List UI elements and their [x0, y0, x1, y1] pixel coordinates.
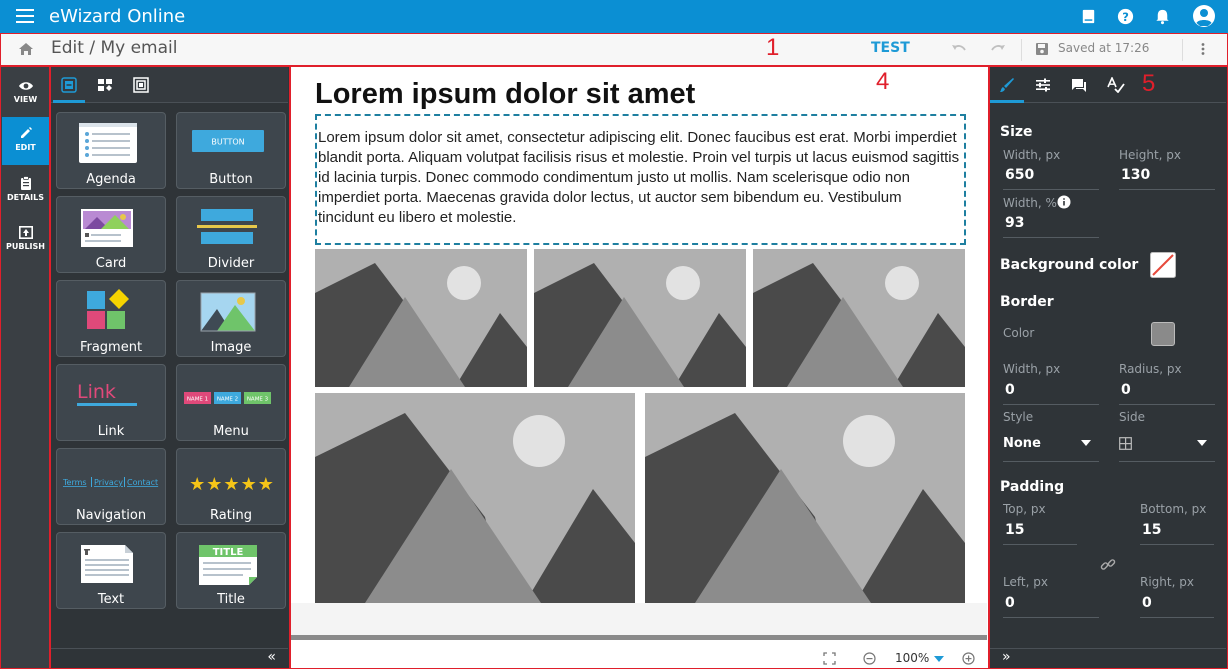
block-label: Link [97, 424, 125, 439]
image-placeholder[interactable] [315, 393, 635, 603]
block-label: Fragment [79, 340, 143, 355]
home-icon[interactable] [18, 42, 34, 56]
border-style-select[interactable]: None [1003, 436, 1041, 451]
nav-label: DETAILS [7, 193, 44, 202]
block-label: Menu [213, 424, 249, 439]
button-preview-text: BUTTON [211, 137, 245, 147]
rating-preview-text: ★★★★★ [189, 474, 275, 495]
navigation-preview-text: Terms [63, 478, 87, 487]
link-preview-icon [77, 371, 145, 421]
app-bar [0, 0, 1228, 33]
nav-edit[interactable] [2, 117, 49, 165]
field-underline [1140, 617, 1214, 618]
block-divider[interactable] [176, 196, 286, 273]
email-canvas [290, 66, 989, 669]
blocks-panel [50, 66, 290, 669]
eye-icon [18, 80, 34, 92]
image-placeholder[interactable] [534, 249, 746, 387]
block-label: Agenda [86, 172, 136, 187]
field-underline [1119, 461, 1215, 462]
menu-preview-text: NAME 3 [246, 396, 269, 403]
text-doc-icon [79, 539, 147, 589]
field-underline [1003, 617, 1099, 618]
tab-templates[interactable] [125, 67, 157, 103]
rating-preview-icon [182, 455, 282, 505]
annotation-number: 5 [1142, 70, 1156, 97]
chevron-down-icon[interactable] [1081, 440, 1091, 446]
zoom-in-icon[interactable] [962, 652, 975, 665]
block-agenda[interactable] [56, 112, 166, 189]
border-all-icon[interactable] [1119, 437, 1132, 450]
padding-left-label: Left, px [1003, 575, 1048, 589]
width-px-label: Width, px [1003, 148, 1061, 162]
zoom-level[interactable]: 100% [895, 651, 930, 665]
navigation-preview-text: Contact [127, 478, 159, 487]
background-color-swatch[interactable] [1150, 252, 1176, 278]
annotation-number: 1 [766, 34, 780, 61]
canvas-statusbar [291, 649, 987, 668]
card-icon [77, 203, 145, 253]
nav-view[interactable] [2, 71, 49, 119]
field-underline [1003, 189, 1099, 190]
block-label: Card [95, 256, 127, 271]
nav-details[interactable] [2, 167, 49, 215]
editor-toolbar [0, 33, 1228, 66]
image-placeholder[interactable] [753, 249, 965, 387]
redo-icon[interactable] [990, 42, 1006, 56]
block-label: Image [210, 340, 252, 355]
field-underline [1003, 461, 1099, 462]
block-link[interactable] [56, 364, 166, 441]
background-color-title: Background color [1000, 257, 1139, 273]
field-underline [1003, 404, 1099, 405]
book-icon[interactable] [1079, 7, 1098, 26]
width-percent-label: Width, % [1003, 196, 1057, 210]
fragment-icon [79, 287, 147, 337]
nav-label: EDIT [15, 143, 36, 152]
email-heading[interactable]: Lorem ipsum dolor sit amet [315, 78, 696, 110]
more-vert-icon[interactable] [1200, 42, 1206, 56]
publish-icon [19, 226, 33, 239]
agenda-icon [77, 119, 145, 169]
app-title: eWizard Online [49, 6, 186, 27]
chevron-down-icon[interactable] [934, 656, 944, 662]
collapse-blocks-button[interactable]: « [51, 648, 288, 668]
image-placeholder[interactable] [645, 393, 965, 603]
svg-text:?: ? [1122, 9, 1129, 24]
block-image[interactable] [176, 280, 286, 357]
tab-spellcheck[interactable] [1098, 67, 1132, 103]
tab-components[interactable] [89, 67, 121, 103]
image-placeholder[interactable] [315, 249, 527, 387]
fullscreen-icon[interactable] [823, 652, 836, 665]
add-block-icon [61, 77, 77, 93]
menu-preview-text: NAME 1 [186, 396, 209, 403]
height-px-field[interactable]: 130 [1121, 167, 1151, 183]
border-radius-label: Radius, px [1119, 362, 1182, 376]
block-label: Divider [207, 256, 255, 271]
padding-left-field[interactable]: 0 [1005, 595, 1015, 611]
nav-label: VIEW [13, 95, 38, 104]
canvas-footer-area [291, 603, 987, 635]
field-underline [1140, 544, 1214, 545]
divider-icon [197, 203, 265, 253]
padding-right-label: Right, px [1140, 575, 1194, 589]
menu-preview-icon [183, 371, 273, 421]
tab-comments[interactable] [1062, 67, 1096, 103]
padding-top-field[interactable]: 15 [1005, 522, 1025, 538]
sliders-icon [1035, 77, 1051, 93]
block-label: Navigation [75, 508, 147, 523]
tab-add-block[interactable] [53, 67, 85, 103]
help-icon[interactable] [1116, 7, 1135, 26]
link-preview-text: Link [77, 381, 116, 403]
block-card[interactable] [56, 196, 166, 273]
border-color-label: Color [1003, 326, 1035, 340]
zoom-out-icon[interactable] [863, 652, 876, 665]
title-preview-text: TITLE [212, 547, 244, 558]
breadcrumb: Edit / My email [51, 38, 178, 58]
toolbar-divider [1021, 39, 1022, 61]
height-px-label: Height, px [1119, 148, 1182, 162]
border-width-field[interactable]: 0 [1005, 382, 1015, 398]
border-width-label: Width, px [1003, 362, 1061, 376]
field-underline [1003, 544, 1077, 545]
link-padding-icon[interactable] [1100, 557, 1116, 573]
block-label: Text [97, 592, 125, 607]
padding-right-field[interactable]: 0 [1142, 595, 1152, 611]
comment-icon [1071, 77, 1087, 93]
block-menu[interactable] [176, 364, 286, 441]
account-icon[interactable] [1192, 4, 1216, 28]
border-side-label: Side [1119, 410, 1145, 424]
block-navigation[interactable] [56, 448, 166, 525]
block-text[interactable] [56, 532, 166, 609]
annotation-number: 4 [876, 68, 890, 95]
border-radius-field[interactable]: 0 [1121, 382, 1131, 398]
navigation-preview-text: Privacy [94, 478, 123, 487]
button-preview-icon [191, 119, 265, 169]
brush-icon [999, 77, 1015, 93]
border-section-title: Border [1000, 294, 1054, 310]
size-section-title: Size [1000, 124, 1033, 140]
navigation-preview-icon [61, 455, 161, 505]
nav-publish[interactable] [2, 217, 49, 265]
tab-settings[interactable] [1026, 67, 1060, 103]
block-fragment[interactable] [56, 280, 166, 357]
chevron-down-icon[interactable] [1197, 440, 1207, 446]
block-button[interactable] [176, 112, 286, 189]
padding-section-title: Padding [1000, 479, 1065, 495]
properties-tabs [990, 67, 1226, 103]
info-icon[interactable] [1057, 195, 1071, 209]
nav-label: PUBLISH [6, 242, 45, 251]
field-underline [1119, 404, 1215, 405]
title-preview-icon [197, 539, 265, 589]
selected-text-block[interactable]: Lorem ipsum dolor sit amet, consectetur adipiscing elit. Donec faucibus est erat. Morbi imperdiet blandit porta. Aliquam volutpat facilisis risus et molestie. Proin vel turpis ut lacus euismod sagittis id lacinia turpis. Donec commodo condimentum justo ut mollis. Nam scelerisque odio non imperdiet porta. Maecenas gravida dolor lectus, ut auctor sem bibendum eu. Vestibulum tincidunt eu libero et molestie. [315, 114, 966, 245]
block-label: Button [209, 172, 253, 187]
menu-preview-text: NAME 2 [216, 396, 239, 403]
test-button[interactable]: TEST [871, 40, 910, 56]
block-label: Title [217, 592, 245, 607]
components-icon [97, 77, 113, 93]
toolbar-divider [1182, 39, 1183, 61]
width-percent-field[interactable]: 93 [1005, 215, 1025, 231]
pencil-icon [19, 126, 33, 140]
border-style-label: Style [1003, 410, 1034, 424]
templates-icon [133, 77, 149, 93]
mode-nav [0, 66, 50, 669]
field-underline [1003, 237, 1099, 238]
blocks-tabs [51, 67, 288, 103]
padding-top-label: Top, px [1003, 502, 1046, 516]
horizontal-scrollbar[interactable] [291, 635, 987, 640]
notifications-icon[interactable] [1153, 7, 1172, 26]
tab-style[interactable] [990, 67, 1024, 103]
properties-panel [989, 66, 1228, 669]
collapse-properties-button[interactable]: » [990, 648, 1226, 668]
clipboard-icon [20, 176, 32, 190]
menu-icon[interactable] [16, 9, 34, 23]
field-underline [1119, 189, 1215, 190]
block-title[interactable] [176, 532, 286, 609]
save-icon[interactable] [1035, 42, 1049, 56]
saved-status: Saved at 17:26 [1058, 41, 1150, 55]
width-px-field[interactable]: 650 [1005, 167, 1035, 183]
image-icon [199, 287, 267, 337]
block-label: Rating [210, 508, 252, 523]
spellcheck-icon [1107, 77, 1125, 93]
padding-bottom-label: Bottom, px [1140, 502, 1207, 516]
border-color-swatch[interactable] [1151, 322, 1175, 346]
undo-icon[interactable] [951, 42, 967, 56]
padding-bottom-field[interactable]: 15 [1142, 522, 1162, 538]
block-rating[interactable] [176, 448, 286, 525]
